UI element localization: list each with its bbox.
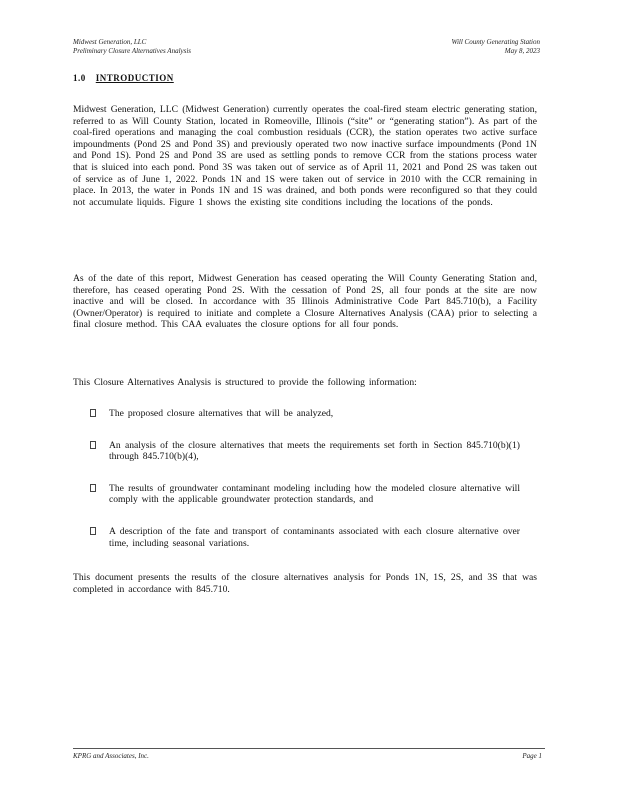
list-item-text: An analysis of the closure alternatives that meets the requirements set forth in Section 845.710(b)(1) through 845.710(b)(4), xyxy=(109,439,520,463)
list-item xyxy=(90,440,520,463)
section-heading xyxy=(73,73,214,83)
bullet-icon xyxy=(90,527,96,535)
header-right xyxy=(400,38,540,56)
list-item-text: A description of the fate and transport of contaminants associated with each closure alternative over time, including seasonal variations. xyxy=(109,525,520,549)
header-company: Midwest Generation, LLC xyxy=(73,38,147,46)
section-number: 1.0 xyxy=(73,73,86,83)
bullet-icon xyxy=(90,409,96,417)
header-left xyxy=(73,38,191,56)
footer-page-number: Page 1 xyxy=(522,752,542,760)
bullet-icon xyxy=(90,484,96,492)
header-document-title: Preliminary Closure Alternatives Analysis xyxy=(73,47,192,55)
list-item xyxy=(90,408,520,420)
paragraph-2: As of the date of this report, Midwest Generation has ceased operating the Will County Generating Station and, therefore, has ceased operating Pond 2S. With the cessation of Pond 2S, all four ponds at the site are now inactive and will be closed. In accordance with 35 Illinois Administrative Code Part 845.710(b), a Facility (Owner/Operator) is required to initiate and complete a Closure Alternatives Analysis (CAA) prior to selecting a final closure method. This CAA evaluates the closure options for all four ponds. xyxy=(73,273,537,331)
bullet-icon xyxy=(90,441,96,449)
list-item-text: The results of groundwater contaminant modeling including how the modeled closure alternative will comply with the applicable groundwater protection standards, and xyxy=(109,482,520,506)
paragraph-3: This Closure Alternatives Analysis is structured to provide the following information: xyxy=(73,377,417,388)
paragraph-1: Midwest Generation, LLC (Midwest Generation) currently operates the coal-fired steam electric generating station, referred to as Will County Station, located in Romeoville, Illinois (“site” or “generating station”). As part of the coal-fired operations and managing the coal combustion residuals (CCR), the station operates two active surface impoundments (Pond 2S and Pond 3S) and previously operated two now inactive surface impoundments (Pond 1N and Pond 1S). Pond 2S and Pond 3S are used as settling ponds to remove CCR from the stations process water that is sluiced into each pond. Pond 3S was taken out of service as of April 11, 2021 and Pond 2S was taken out of service as of June 1, 2022. Ponds 1N and 1S were taken out of service in 2010 with the CCR remaining in place. In 2013, the water in Ponds 1N and 1S was drained, and both ponds were reconfigured so that they could not accumulate liquids. Figure 1 shows the existing site conditions including the locations of the ponds. xyxy=(73,104,537,208)
bullet-list xyxy=(90,408,520,549)
list-item xyxy=(90,483,520,506)
footer-divider xyxy=(73,748,545,749)
header-station: Will County Generating Station xyxy=(451,38,540,46)
list-item-text: The proposed closure alternatives that will be analyzed, xyxy=(109,408,334,419)
header-date: May 8, 2023 xyxy=(504,47,540,55)
section-title: INTRODUCTION xyxy=(95,73,174,83)
footer-company: KPRG and Associates, Inc. xyxy=(73,752,149,760)
list-item xyxy=(90,526,520,549)
paragraph-4: This document presents the results of the closure alternatives analysis for Ponds 1N, 1S, 2S, and 3S that was completed in accordance with 845.710. xyxy=(73,572,537,595)
